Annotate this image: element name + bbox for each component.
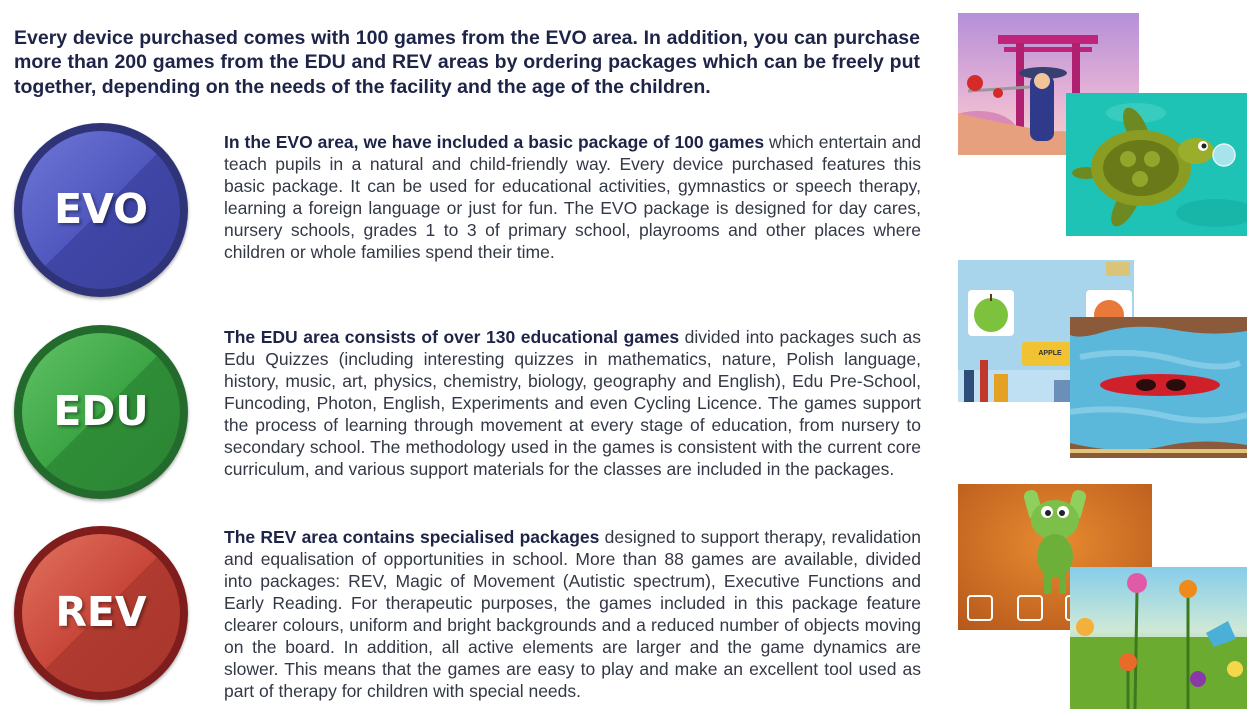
rev-description: [224, 526, 921, 702]
game-screenshot-garden: [1070, 567, 1247, 709]
edu-badge-label: EDU: [53, 387, 149, 435]
evo-badge-label: EVO: [54, 185, 148, 233]
edu-badge: [14, 325, 188, 499]
evo-badge: [14, 123, 188, 297]
edu-lead: The EDU area consists of over 130 educational games: [224, 327, 680, 347]
edu-body: divided into packages such as Edu Quizzes (including interesting quizzes in mathematics, nature, Polish language, history, music, art, physics, chemistry, biology, geography and English), Edu Pre-School, Funcoding, Photon, English, Experiments and even Cycling Licence. The games support the process of learning through movement at every stage of education, from nursery to secondary school. The methodology used in the games is consistent with the current core curriculum, and various support materials for the classes are included in the packages.: [224, 327, 922, 479]
game-screenshot-kayak: [1070, 317, 1247, 458]
rev-badge-label: REV: [55, 588, 147, 636]
evo-body: which entertain and teach pupils in a natural and child-friendly way. Every device purchased features this basic package. It can be used for educational activities, gymnastics or speech therapy, learning a foreign language or just for fun. The EVO package is designed for day cares, nursery schools, grades 1 to 3 of primary school, playrooms and other places where children or whole families spend their time.: [224, 132, 921, 262]
intro-text: Every device purchased comes with 100 games from the EVO area. In addition, you can purchase more than 200 games from the EDU and REV areas by ordering packages which can be freely put together, depending on the needs of the facility and the age of the children.: [14, 26, 920, 98]
evo-description: [224, 131, 921, 263]
apple-word-tile: APPLE: [1022, 342, 1078, 366]
edu-description: [224, 326, 921, 480]
rev-lead: The REV area contains specialised packages: [224, 527, 600, 547]
rev-badge: [14, 526, 188, 700]
game-screenshot-turtle: [1066, 93, 1247, 236]
evo-lead: In the EVO area, we have included a basic package of 100 games: [224, 132, 765, 152]
rev-body: designed to support therapy, revalidation and equalisation of opportunities in school. More than 88 games are available, divided into packages: REV, Magic of Movement (Autistic spectrum), Executive Functions and Early Reading. For therapeutic purposes, the games included in this package feature clearer colours, uniform and bright backgrounds and a reduced number of objects moving on the board. In addition, all active elements are larger and the game dynamics are slower. This means that the games are easy to play and make an excellent tool used as part of therapy for children with special needs.: [224, 527, 921, 701]
